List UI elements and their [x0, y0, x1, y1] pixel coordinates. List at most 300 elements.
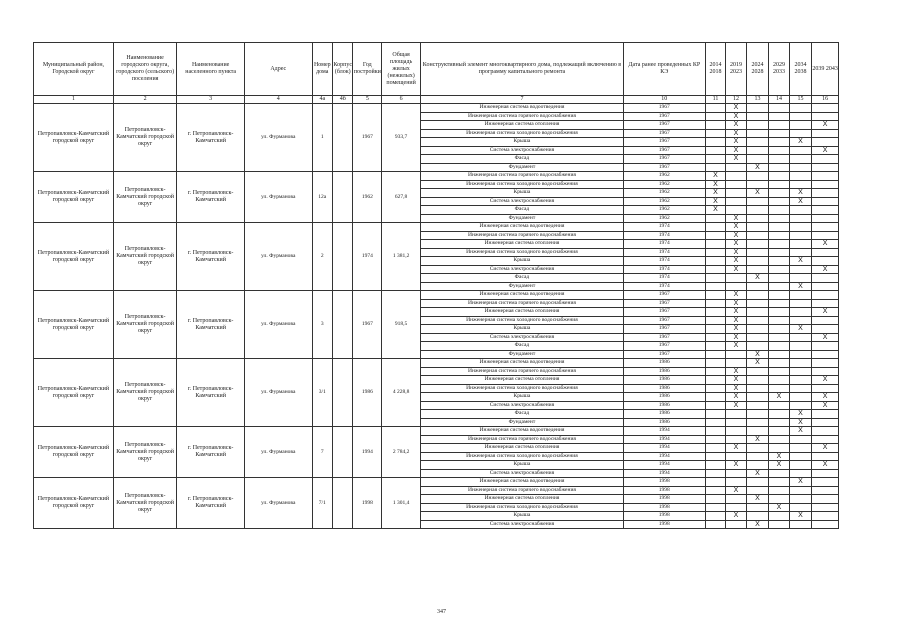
period-mark-cell — [812, 155, 839, 164]
period-mark-cell — [789, 299, 812, 308]
kr-date-cell: 1986 — [623, 418, 705, 427]
period-mark-cell: X — [705, 172, 725, 181]
period-mark-cell — [769, 486, 789, 495]
period-mark-cell — [746, 121, 769, 130]
kr-date-cell: 1967 — [623, 138, 705, 147]
element-name-cell: Инженерная система водоотведения — [421, 291, 624, 300]
column-number: 11 — [705, 96, 725, 104]
period-mark-cell — [769, 112, 789, 121]
period-mark-cell — [705, 121, 725, 130]
element-name-cell: Инженерная система холодного водоснабжения — [421, 248, 624, 257]
period-mark-cell: X — [726, 376, 746, 385]
period-mark-cell — [812, 214, 839, 223]
period-mark-cell: X — [812, 308, 839, 317]
element-name-cell: Инженерная система горячего водоснабжения — [421, 231, 624, 240]
kr-date-cell: 1967 — [623, 121, 705, 130]
period-mark-cell: X — [812, 393, 839, 402]
period-mark-cell — [789, 342, 812, 351]
period-mark-cell — [812, 452, 839, 461]
element-name-cell: Система электроснабжения — [421, 265, 624, 274]
element-name-cell: Инженерная система холодного водоснабжения — [421, 180, 624, 189]
element-name-cell: Инженерная система холодного водоснабжения — [421, 452, 624, 461]
kr-date-cell: 1974 — [623, 265, 705, 274]
header-settlement: Наименование городского округа, городского (сельского) поселения — [113, 43, 176, 96]
period-mark-cell — [705, 155, 725, 164]
period-mark-cell — [812, 299, 839, 308]
period-mark-cell — [705, 163, 725, 172]
period-mark-cell — [746, 206, 769, 215]
header-year: Год постройки — [353, 43, 382, 96]
period-mark-cell — [769, 325, 789, 334]
period-mark-cell — [746, 461, 769, 470]
house-number-cell: 3 — [312, 291, 332, 359]
period-mark-cell — [746, 299, 769, 308]
period-mark-cell: X — [812, 376, 839, 385]
element-name-cell: Крыша — [421, 461, 624, 470]
build-year-cell: 1998 — [353, 478, 382, 529]
period-mark-cell: X — [789, 418, 812, 427]
period-mark-cell — [705, 291, 725, 300]
period-mark-cell — [769, 257, 789, 266]
kr-date-cell: 1998 — [623, 495, 705, 504]
period-mark-cell — [812, 427, 839, 436]
table-body — [34, 104, 839, 529]
column-number: 14 — [769, 96, 789, 104]
period-mark-cell — [812, 359, 839, 368]
period-mark-cell — [769, 308, 789, 317]
header-row — [34, 43, 839, 96]
period-mark-cell — [705, 376, 725, 385]
element-name-cell: Инженерная система горячего водоснабжения — [421, 112, 624, 121]
period-mark-cell — [705, 486, 725, 495]
column-number: 7 — [421, 96, 624, 104]
period-mark-cell — [705, 146, 725, 155]
period-mark-cell: X — [726, 401, 746, 410]
period-mark-cell — [705, 393, 725, 402]
period-mark-cell: X — [726, 384, 746, 393]
period-mark-cell — [789, 452, 812, 461]
element-name-cell: Фасад — [421, 206, 624, 215]
period-mark-cell — [746, 393, 769, 402]
period-mark-cell — [746, 257, 769, 266]
column-number: 4 — [244, 96, 312, 104]
area-cell: 933,7 — [382, 104, 421, 172]
house-number-cell: 2 — [312, 223, 332, 291]
period-mark-cell — [705, 401, 725, 410]
element-name-cell: Фундамент — [421, 282, 624, 291]
period-mark-cell — [705, 418, 725, 427]
element-name-cell: Фасад — [421, 274, 624, 283]
column-number-row — [34, 96, 839, 104]
period-mark-cell — [789, 291, 812, 300]
period-mark-cell — [705, 342, 725, 351]
period-mark-cell — [769, 444, 789, 453]
kr-date-cell: 1962 — [623, 172, 705, 181]
period-mark-cell — [769, 129, 789, 138]
period-mark-cell: X — [726, 461, 746, 470]
locality-cell: г. Петропавловск-Камчатский — [177, 104, 245, 172]
kr-date-cell: 1967 — [623, 291, 705, 300]
header-locality: Наименование населенного пункта — [177, 43, 245, 96]
period-mark-cell — [789, 376, 812, 385]
period-mark-cell — [746, 104, 769, 113]
period-mark-cell — [705, 112, 725, 121]
kr-date-cell: 1974 — [623, 282, 705, 291]
period-mark-cell: X — [769, 393, 789, 402]
period-mark-cell — [789, 121, 812, 130]
korpus-cell — [333, 104, 353, 172]
kr-date-cell: 1967 — [623, 333, 705, 342]
period-mark-cell: X — [789, 282, 812, 291]
element-name-cell: Система электроснабжения — [421, 197, 624, 206]
kr-date-cell: 1994 — [623, 427, 705, 436]
period-mark-cell — [789, 129, 812, 138]
street-cell: ул. Фурманова — [244, 291, 312, 359]
period-mark-cell — [812, 104, 839, 113]
district-cell: Петропавловск-Камчатский городской округ — [34, 478, 114, 529]
element-name-cell: Фундамент — [421, 418, 624, 427]
element-name-cell: Система электроснабжения — [421, 146, 624, 155]
period-mark-cell: X — [726, 325, 746, 334]
table-row — [34, 359, 839, 368]
header-house: Номер дома — [312, 43, 332, 96]
period-mark-cell — [789, 401, 812, 410]
period-mark-cell — [769, 427, 789, 436]
period-mark-cell — [789, 469, 812, 478]
period-mark-cell — [812, 367, 839, 376]
kr-date-cell: 1974 — [623, 223, 705, 232]
kr-date-cell: 1994 — [623, 444, 705, 453]
period-mark-cell — [726, 206, 746, 215]
period-mark-cell — [769, 146, 789, 155]
period-mark-cell: X — [726, 248, 746, 257]
period-mark-cell — [746, 291, 769, 300]
period-mark-cell — [746, 325, 769, 334]
period-mark-cell — [789, 316, 812, 325]
period-mark-cell — [812, 291, 839, 300]
street-cell: ул. Фурманова — [244, 478, 312, 529]
column-number: 4б — [333, 96, 353, 104]
element-name-cell: Фундамент — [421, 350, 624, 359]
period-mark-cell — [769, 384, 789, 393]
period-mark-cell — [769, 376, 789, 385]
period-mark-cell — [812, 274, 839, 283]
period-mark-cell — [746, 172, 769, 181]
period-mark-cell — [746, 478, 769, 487]
period-mark-cell: X — [746, 469, 769, 478]
period-mark-cell — [812, 503, 839, 512]
period-mark-cell — [769, 291, 789, 300]
period-mark-cell: X — [789, 325, 812, 334]
period-mark-cell — [746, 376, 769, 385]
period-mark-cell: X — [789, 512, 812, 521]
period-mark-cell: X — [726, 129, 746, 138]
period-mark-cell — [726, 452, 746, 461]
period-mark-cell — [705, 452, 725, 461]
period-mark-cell — [705, 240, 725, 249]
column-number: 6 — [382, 96, 421, 104]
period-mark-cell: X — [726, 104, 746, 113]
period-mark-cell — [726, 189, 746, 198]
period-mark-cell: X — [746, 189, 769, 198]
period-mark-cell — [769, 410, 789, 419]
period-mark-cell — [746, 503, 769, 512]
street-cell: ул. Фурманова — [244, 172, 312, 223]
period-mark-cell: X — [726, 291, 746, 300]
kr-date-cell: 1967 — [623, 112, 705, 121]
kr-date-cell: 1994 — [623, 461, 705, 470]
column-number: 2 — [113, 96, 176, 104]
period-mark-cell — [769, 350, 789, 359]
kr-date-cell: 1986 — [623, 393, 705, 402]
element-name-cell: Фундамент — [421, 163, 624, 172]
period-mark-cell — [789, 223, 812, 232]
period-mark-cell: X — [812, 333, 839, 342]
period-mark-cell: X — [726, 121, 746, 130]
period-mark-cell — [726, 495, 746, 504]
element-name-cell: Инженерная система отопления — [421, 308, 624, 317]
period-mark-cell — [705, 299, 725, 308]
period-mark-cell: X — [746, 350, 769, 359]
period-mark-cell — [789, 155, 812, 164]
kr-date-cell: 1967 — [623, 316, 705, 325]
period-mark-cell — [812, 129, 839, 138]
element-name-cell: Инженерная система горячего водоснабжения — [421, 367, 624, 376]
header-period-4: 2029 2033 — [769, 43, 789, 96]
korpus-cell — [333, 478, 353, 529]
kr-date-cell: 1986 — [623, 384, 705, 393]
header-period-2: 2019 2023 — [726, 43, 746, 96]
settlement-cell: Петропавловск-Камчатский городской округ — [113, 478, 176, 529]
period-mark-cell — [726, 435, 746, 444]
build-year-cell: 1986 — [353, 359, 382, 427]
table-row — [34, 104, 839, 113]
period-mark-cell — [746, 231, 769, 240]
build-year-cell: 1967 — [353, 291, 382, 359]
period-mark-cell — [812, 112, 839, 121]
locality-cell: г. Петропавловск-Камчатский — [177, 359, 245, 427]
kr-date-cell: 1967 — [623, 342, 705, 351]
period-mark-cell — [789, 206, 812, 215]
period-mark-cell: X — [726, 257, 746, 266]
district-cell: Петропавловск-Камчатский городской округ — [34, 172, 114, 223]
kr-date-cell: 1974 — [623, 274, 705, 283]
period-mark-cell — [726, 469, 746, 478]
house-number-cell: 7 — [312, 427, 332, 478]
period-mark-cell — [726, 410, 746, 419]
settlement-cell: Петропавловск-Камчатский городской округ — [113, 427, 176, 478]
kr-date-cell: 1967 — [623, 350, 705, 359]
korpus-cell — [333, 172, 353, 223]
table-row — [34, 223, 839, 232]
period-mark-cell — [705, 274, 725, 283]
period-mark-cell: X — [746, 435, 769, 444]
korpus-cell — [333, 223, 353, 291]
area-cell: 1 301,4 — [382, 478, 421, 529]
element-name-cell: Инженерная система водоотведения — [421, 223, 624, 232]
kr-date-cell: 1967 — [623, 104, 705, 113]
capital-repair-table — [33, 42, 839, 529]
period-mark-cell — [746, 410, 769, 419]
period-mark-cell: X — [812, 240, 839, 249]
period-mark-cell — [726, 274, 746, 283]
column-number: 3 — [177, 96, 245, 104]
period-mark-cell — [769, 359, 789, 368]
period-mark-cell — [789, 444, 812, 453]
period-mark-cell: X — [726, 299, 746, 308]
period-mark-cell — [705, 503, 725, 512]
kr-date-cell: 1974 — [623, 240, 705, 249]
period-mark-cell: X — [789, 410, 812, 419]
period-mark-cell — [705, 461, 725, 470]
header-element: Конструктивный элемент многоквартирного дома, подлежащий включению в программу капитального ремонта — [421, 43, 624, 96]
kr-date-cell: 1986 — [623, 410, 705, 419]
period-mark-cell — [705, 333, 725, 342]
period-mark-cell — [769, 172, 789, 181]
period-mark-cell — [789, 384, 812, 393]
element-name-cell: Крыша — [421, 325, 624, 334]
kr-date-cell: 1967 — [623, 308, 705, 317]
period-mark-cell — [746, 486, 769, 495]
period-mark-cell: X — [789, 197, 812, 206]
period-mark-cell — [746, 418, 769, 427]
kr-date-cell: 1967 — [623, 325, 705, 334]
period-mark-cell: X — [705, 189, 725, 198]
kr-date-cell: 1962 — [623, 180, 705, 189]
period-mark-cell — [769, 274, 789, 283]
kr-date-cell: 1967 — [623, 129, 705, 138]
element-name-cell: Крыша — [421, 512, 624, 521]
house-number-cell: 7/1 — [312, 478, 332, 529]
korpus-cell — [333, 359, 353, 427]
district-cell: Петропавловск-Камчатский городской округ — [34, 104, 114, 172]
period-mark-cell: X — [746, 495, 769, 504]
period-mark-cell — [705, 520, 725, 529]
period-mark-cell — [746, 384, 769, 393]
period-mark-cell — [726, 359, 746, 368]
period-mark-cell — [769, 121, 789, 130]
street-cell: ул. Фурманова — [244, 104, 312, 172]
period-mark-cell — [789, 520, 812, 529]
period-mark-cell: X — [726, 316, 746, 325]
element-name-cell: Инженерная система водоотведения — [421, 359, 624, 368]
build-year-cell: 1962 — [353, 172, 382, 223]
period-mark-cell — [812, 172, 839, 181]
period-mark-cell — [812, 223, 839, 232]
period-mark-cell — [812, 180, 839, 189]
build-year-cell: 1967 — [353, 104, 382, 172]
kr-date-cell: 1998 — [623, 486, 705, 495]
period-mark-cell — [789, 503, 812, 512]
period-mark-cell: X — [769, 452, 789, 461]
period-mark-cell — [705, 384, 725, 393]
header-kr-date: Дата ранее проведенных КР КЭ — [623, 43, 705, 96]
period-mark-cell — [789, 333, 812, 342]
period-mark-cell — [705, 469, 725, 478]
element-name-cell: Инженерная система горячего водоснабжения — [421, 172, 624, 181]
locality-cell: г. Петропавловск-Камчатский — [177, 478, 245, 529]
period-mark-cell — [705, 223, 725, 232]
period-mark-cell — [746, 512, 769, 521]
column-number: 15 — [789, 96, 812, 104]
locality-cell: г. Петропавловск-Камчатский — [177, 427, 245, 478]
period-mark-cell — [812, 469, 839, 478]
period-mark-cell — [769, 333, 789, 342]
period-mark-cell — [769, 138, 789, 147]
element-name-cell: Система электроснабжения — [421, 333, 624, 342]
kr-date-cell: 1974 — [623, 231, 705, 240]
street-cell: ул. Фурманова — [244, 359, 312, 427]
period-mark-cell — [705, 129, 725, 138]
period-mark-cell — [789, 495, 812, 504]
period-mark-cell — [789, 231, 812, 240]
period-mark-cell: X — [705, 180, 725, 189]
period-mark-cell — [705, 325, 725, 334]
period-mark-cell — [789, 146, 812, 155]
period-mark-cell — [812, 206, 839, 215]
period-mark-cell — [746, 333, 769, 342]
period-mark-cell — [746, 444, 769, 453]
settlement-cell: Петропавловск-Камчатский городской округ — [113, 291, 176, 359]
column-number: 12 — [726, 96, 746, 104]
period-mark-cell — [746, 197, 769, 206]
kr-date-cell: 1962 — [623, 197, 705, 206]
element-name-cell: Инженерная система холодного водоснабжения — [421, 129, 624, 138]
element-name-cell: Инженерная система холодного водоснабжения — [421, 316, 624, 325]
period-mark-cell — [726, 197, 746, 206]
header-korpus: Корпус (блок) — [333, 43, 353, 96]
period-mark-cell — [769, 240, 789, 249]
element-name-cell: Система электроснабжения — [421, 469, 624, 478]
period-mark-cell — [769, 520, 789, 529]
period-mark-cell — [789, 104, 812, 113]
period-mark-cell — [746, 282, 769, 291]
period-mark-cell — [726, 520, 746, 529]
period-mark-cell — [812, 138, 839, 147]
period-mark-cell — [726, 282, 746, 291]
period-mark-cell — [705, 350, 725, 359]
period-mark-cell — [746, 367, 769, 376]
period-mark-cell — [705, 367, 725, 376]
period-mark-cell — [726, 163, 746, 172]
period-mark-cell: X — [812, 121, 839, 130]
district-cell: Петропавловск-Камчатский городской округ — [34, 223, 114, 291]
period-mark-cell — [789, 112, 812, 121]
kr-date-cell: 1974 — [623, 257, 705, 266]
period-mark-cell — [769, 223, 789, 232]
element-name-cell: Инженерная система холодного водоснабжения — [421, 384, 624, 393]
element-name-cell: Крыша — [421, 138, 624, 147]
area-cell: 4 228,8 — [382, 359, 421, 427]
period-mark-cell — [812, 435, 839, 444]
period-mark-cell — [726, 478, 746, 487]
kr-date-cell: 1994 — [623, 435, 705, 444]
kr-date-cell: 1962 — [623, 206, 705, 215]
period-mark-cell — [769, 231, 789, 240]
kr-date-cell: 1986 — [623, 359, 705, 368]
period-mark-cell — [746, 223, 769, 232]
period-mark-cell — [789, 274, 812, 283]
settlement-cell: Петропавловск-Камчатский городской округ — [113, 359, 176, 427]
period-mark-cell: X — [726, 214, 746, 223]
period-mark-cell — [746, 265, 769, 274]
locality-cell: г. Петропавловск-Камчатский — [177, 223, 245, 291]
period-mark-cell: X — [726, 138, 746, 147]
period-mark-cell — [769, 206, 789, 215]
element-name-cell: Инженерная система водоотведения — [421, 427, 624, 436]
period-mark-cell — [769, 197, 789, 206]
column-number: 13 — [746, 96, 769, 104]
